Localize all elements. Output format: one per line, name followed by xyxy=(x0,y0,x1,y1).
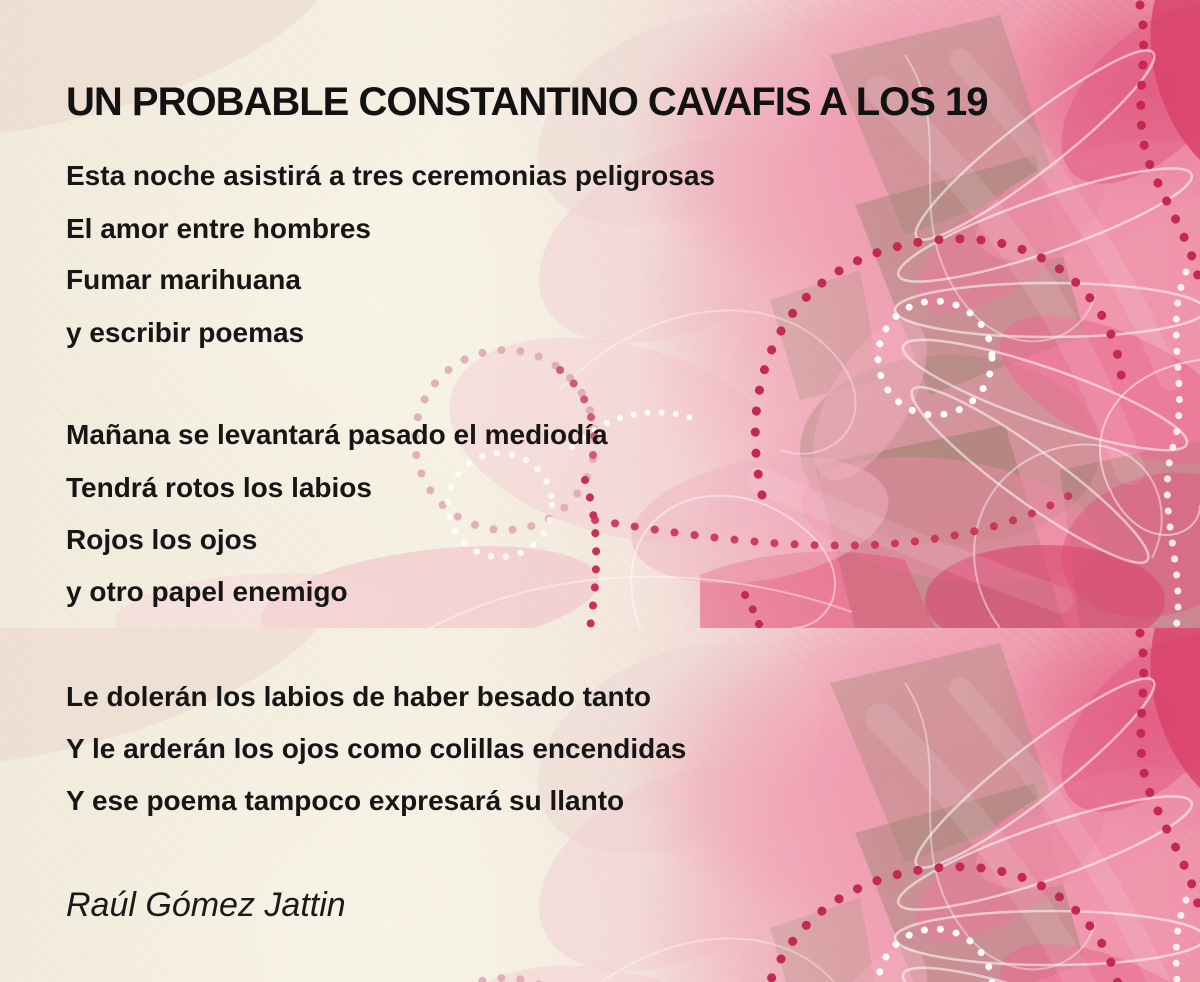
poem-line: Y ese poema tampoco expresará su llanto xyxy=(66,785,625,816)
poem-line: Esta noche asistirá a tres ceremonias peligrosas xyxy=(66,160,715,191)
poem-line: Mañana se levantará pasado el mediodía xyxy=(66,419,608,450)
poem-line: Rojos los ojos xyxy=(66,524,258,555)
poem-line: y escribir poemas xyxy=(66,317,305,348)
poem-author: Raúl Gómez Jattin xyxy=(66,886,346,924)
poem-line: El amor entre hombres xyxy=(66,213,371,244)
poem-line: y otro papel enemigo xyxy=(66,576,348,607)
poem-title: UN PROBABLE CONSTANTINO CAVAFIS A LOS 19 xyxy=(66,79,988,124)
poem-line: Tendrá rotos los labios xyxy=(66,472,372,503)
poem-line: Le dolerán los labios de haber besado tanto xyxy=(66,681,652,712)
poem-line: Fumar marihuana xyxy=(66,264,301,295)
poem-line: Y le arderán los ojos como colillas encendidas xyxy=(66,733,687,764)
